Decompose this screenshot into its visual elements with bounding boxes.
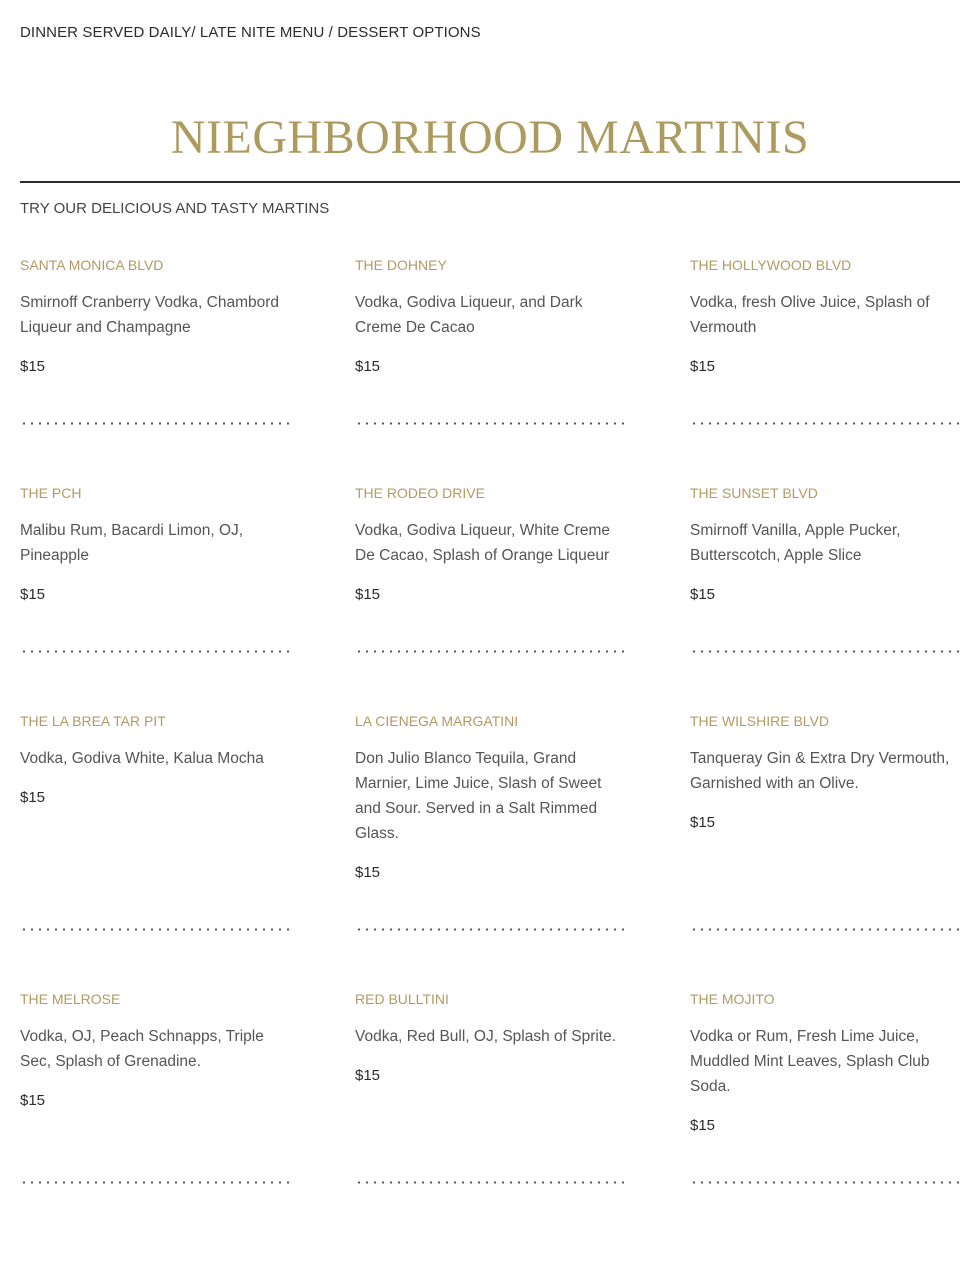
dotted-separator [355, 928, 627, 931]
dotted-separator [355, 650, 627, 653]
menu-item-price: $15 [20, 1092, 46, 1109]
menu-item-name: LA CIENEGA MARGATINI [355, 713, 519, 729]
dotted-separator [20, 650, 292, 653]
menu-item-description: Malibu Rum, Bacardi Limon, OJ, Pineapple [20, 522, 244, 564]
menu-item-description: Don Julio Blanco Tequila, Grand Marnier, Lime Juice, Slash of Sweet and Sour. Served in a Salt Rimmed Glass. [355, 750, 602, 842]
menu-item-price: $15 [355, 586, 381, 603]
menu-item-price: $15 [20, 586, 46, 603]
dotted-separator [20, 422, 292, 425]
menu-item-name: SANTA MONICA BLVD [20, 257, 164, 273]
menu-item [690, 484, 960, 605]
menu-item-description: Vodka, Godiva White, Kalua Mocha [20, 750, 264, 767]
menu-item-description: Smirnoff Vanilla, Apple Pucker, Butterscotch, Apple Slice [690, 522, 901, 564]
menu-item-price: $15 [355, 864, 381, 881]
dotted-separator [690, 1181, 962, 1184]
dotted-separator [690, 650, 962, 653]
menu-item-price: $15 [690, 1117, 716, 1134]
menu-item-price: $15 [20, 789, 46, 806]
menu-item [20, 712, 290, 808]
menu-item-name: THE PCH [20, 485, 82, 501]
dotted-separator [355, 1181, 627, 1184]
menu-item [690, 712, 960, 833]
menu-item-name: THE LA BREA TAR PIT [20, 713, 166, 729]
page-subtitle: TRY OUR DELICIOUS AND TASTY MARTINS [20, 200, 330, 217]
page-title: NIEGHBORHOOD MARTINIS [170, 111, 810, 164]
menu-item-price: $15 [690, 586, 716, 603]
menu-item-name: THE HOLLYWOOD BLVD [690, 257, 852, 273]
menu-item-price: $15 [355, 358, 381, 375]
dotted-separator [20, 928, 292, 931]
menu-item-price: $15 [690, 814, 716, 831]
menu-item-name: THE MELROSE [20, 991, 121, 1007]
menu-item [690, 256, 960, 377]
title-divider [20, 181, 960, 183]
menu-item-name: RED BULLTINI [355, 991, 449, 1007]
menu-item-price: $15 [690, 358, 716, 375]
menu-item [20, 256, 290, 377]
menu-item-name: THE MOJITO [690, 991, 775, 1007]
menu-item-name: THE DOHNEY [355, 257, 447, 273]
menu-item-price: $15 [20, 358, 46, 375]
dotted-separator [20, 1181, 292, 1184]
menu-item-description: Vodka or Rum, Fresh Lime Juice, Muddled Mint Leaves, Splash Club Soda. [690, 1028, 930, 1095]
menu-item [20, 990, 290, 1111]
menu-item-description: Vodka, OJ, Peach Schnapps, Triple Sec, Splash of Grenadine. [20, 1028, 264, 1070]
menu-item [690, 990, 960, 1136]
menu-item [355, 484, 625, 605]
menu-item-description: Vodka, Red Bull, OJ, Splash of Sprite. [355, 1028, 617, 1045]
menu-item-price: $15 [355, 1067, 381, 1084]
menu-item-description: Smirnoff Cranberry Vodka, Chambord Liqueur and Champagne [20, 294, 280, 336]
menu-item-name: THE RODEO DRIVE [355, 485, 485, 501]
menu-item [355, 256, 625, 377]
dotted-separator [355, 422, 627, 425]
dotted-separator [690, 928, 962, 931]
menu-item-description: Tanqueray Gin & Extra Dry Vermouth, Garnished with an Olive. [690, 750, 950, 792]
dotted-separator [690, 422, 962, 425]
top-nav-links[interactable]: DINNER SERVED DAILY/ LATE NITE MENU / DESSERT OPTIONS [20, 24, 481, 41]
menu-item-description: Vodka, Godiva Liqueur, and Dark Creme De Cacao [355, 294, 583, 336]
menu-item-description: Vodka, fresh Olive Juice, Splash of Vermouth [690, 294, 930, 336]
menu-item [355, 712, 625, 883]
menu-item-name: THE WILSHIRE BLVD [690, 713, 829, 729]
menu-item [355, 990, 625, 1086]
menu-item [20, 484, 290, 605]
menu-item-name: THE SUNSET BLVD [690, 485, 818, 501]
menu-item-description: Vodka, Godiva Liqueur, White Creme De Cacao, Splash of Orange Liqueur [355, 522, 611, 564]
